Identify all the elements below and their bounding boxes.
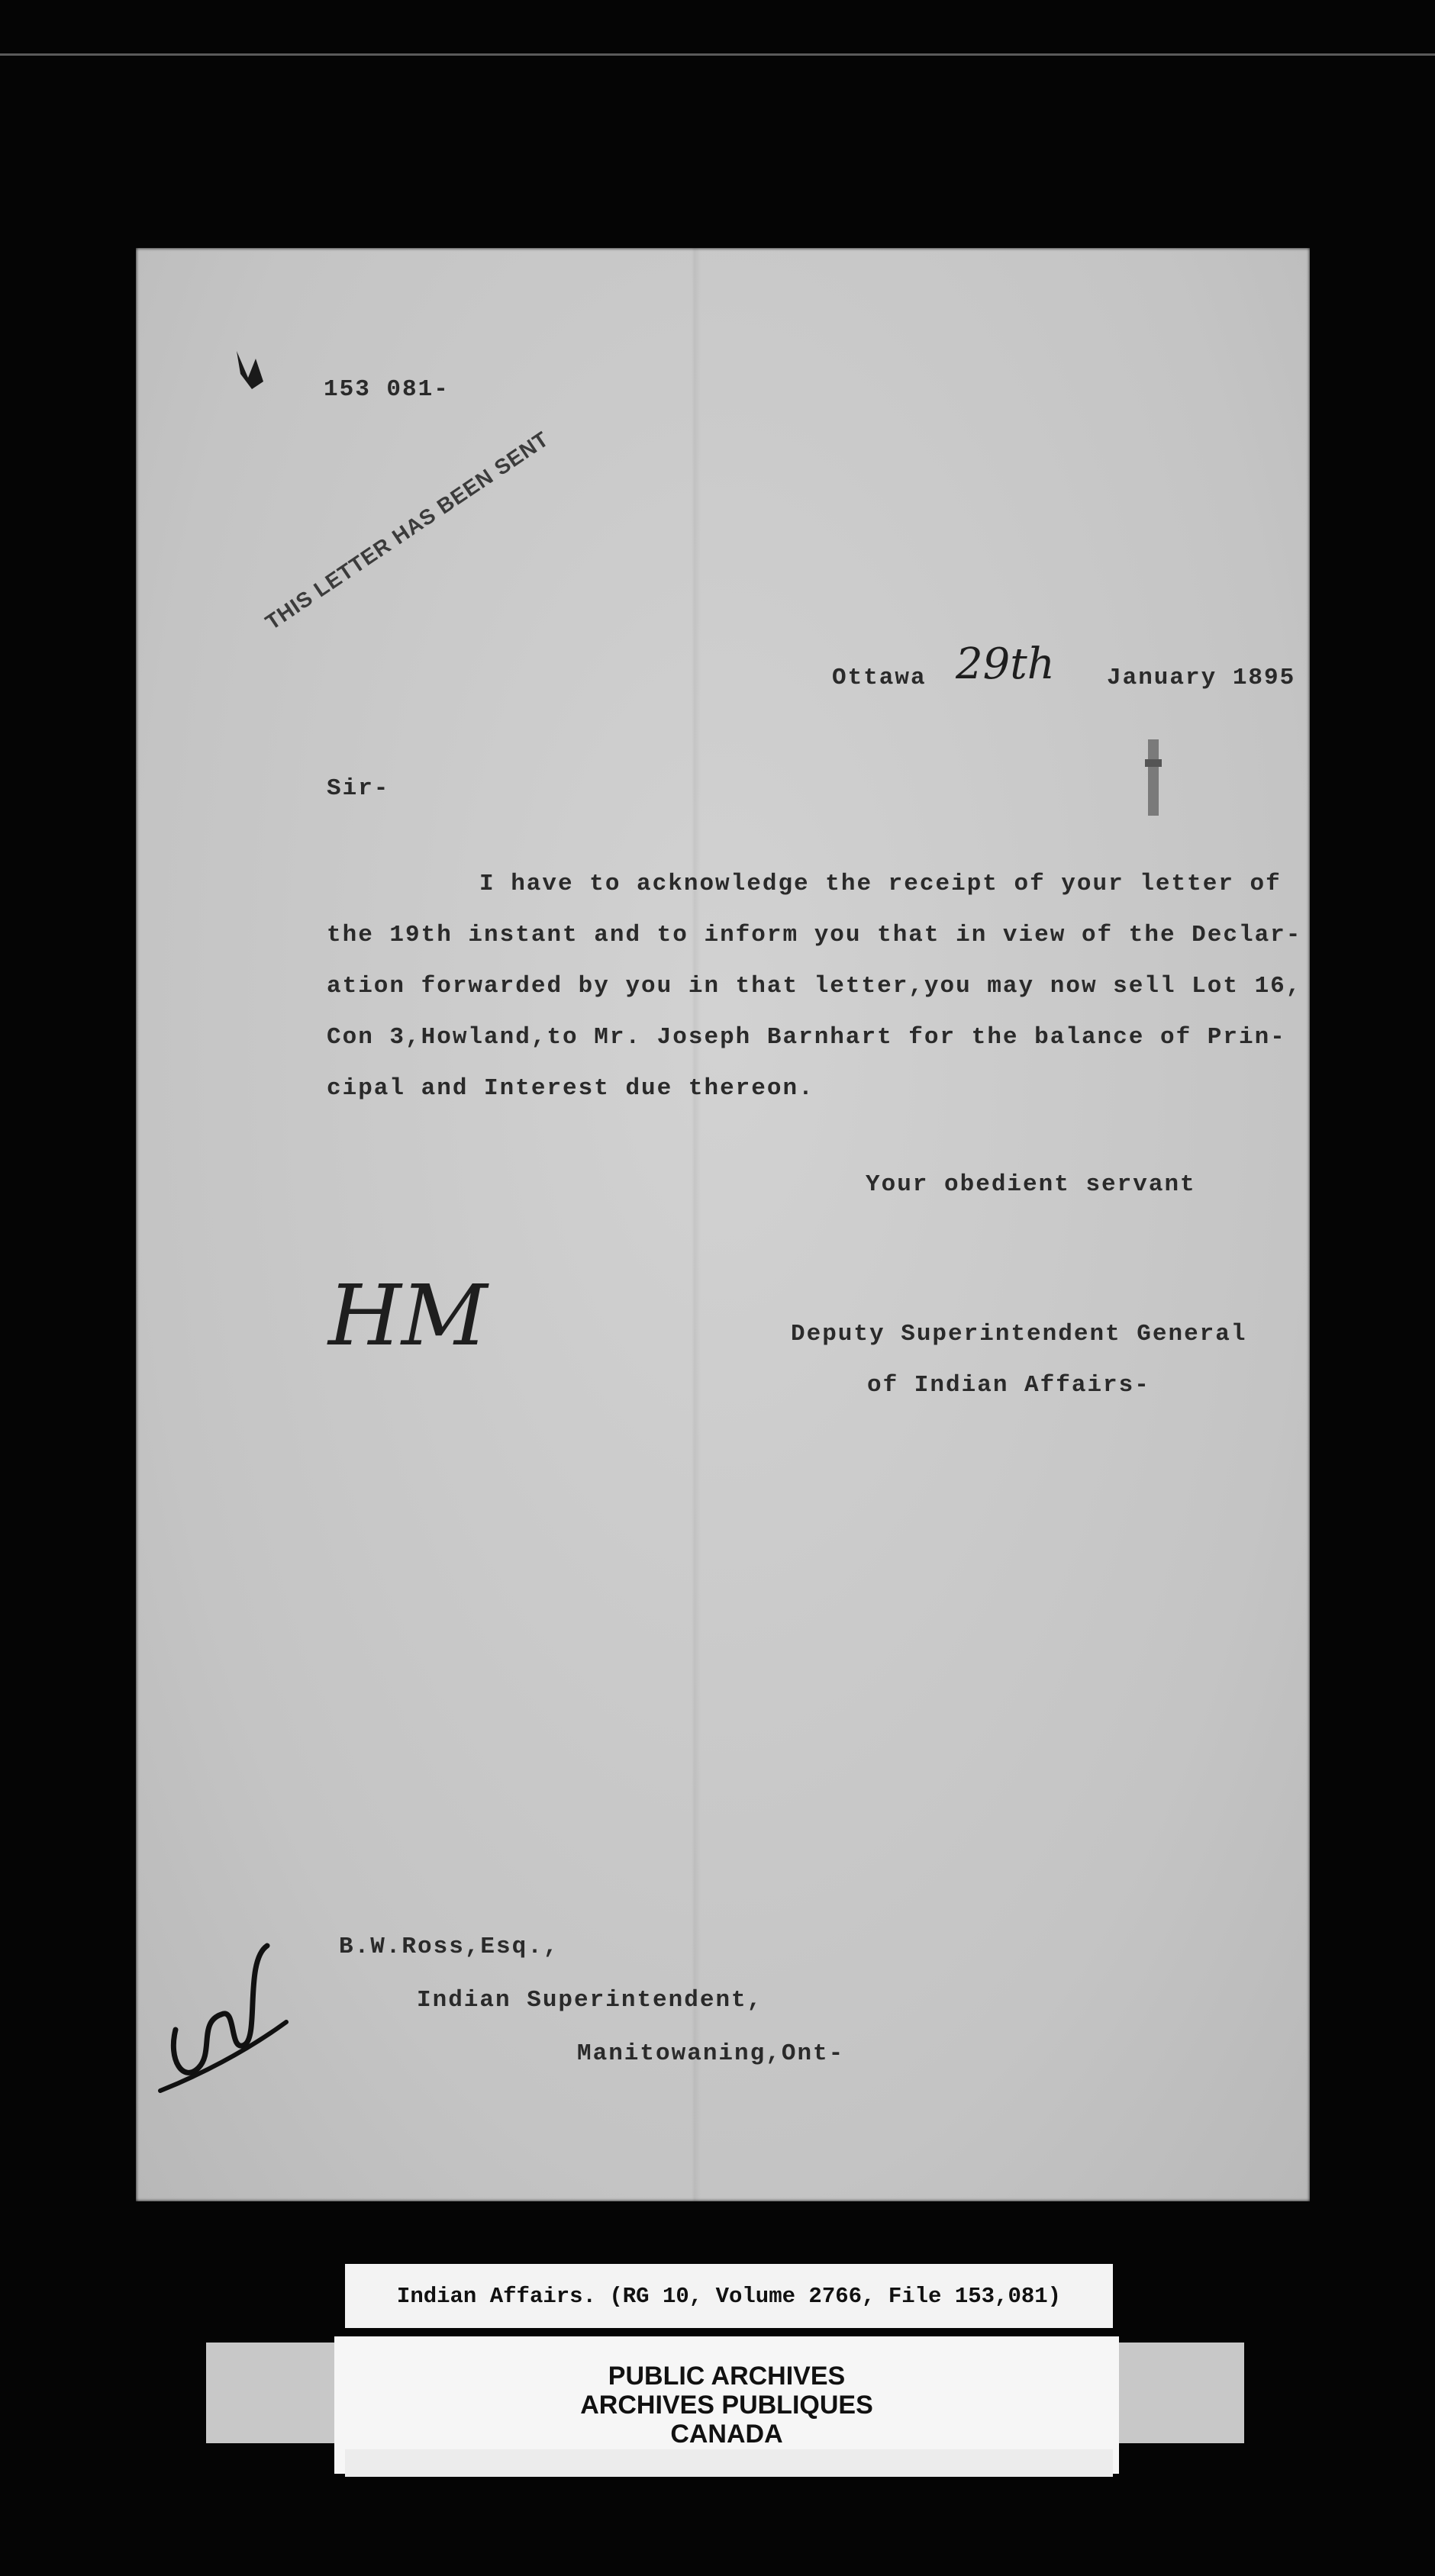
handwritten-day: 29th bbox=[956, 639, 1055, 689]
archive-reference-label: Indian Affairs. (RG 10, Volume 2766, File 153,081) bbox=[345, 2264, 1113, 2328]
body-line-4: Con 3,Howland,to Mr. Joseph Barnhart for the balance of Prin- bbox=[327, 1024, 1286, 1051]
signature-title-1: Deputy Superintendent General bbox=[791, 1321, 1247, 1348]
closing: Your obedient servant bbox=[866, 1171, 1196, 1198]
salutation: Sir- bbox=[327, 775, 390, 802]
sent-stamp: THIS LETTER HAS BEEN SENT bbox=[261, 427, 553, 635]
date-month-year: January 1895 bbox=[1107, 665, 1296, 691]
address-line-3: Manitowaning,Ont- bbox=[577, 2040, 845, 2067]
file-number: 153 081- bbox=[324, 376, 450, 403]
archive-bottom-strip bbox=[345, 2449, 1113, 2477]
body-line-1: I have to acknowledge the receipt of your letter of bbox=[479, 871, 1282, 897]
archive-line-2: ARCHIVES PUBLIQUES bbox=[580, 2391, 873, 2420]
body-line-2: the 19th instant and to inform you that in view of the Declar- bbox=[327, 922, 1302, 948]
film-edge-line bbox=[0, 53, 1435, 56]
place-name: Ottawa bbox=[832, 665, 927, 691]
archive-line-1: PUBLIC ARCHIVES bbox=[608, 2362, 846, 2391]
body-line-5: cipal and Interest due thereon. bbox=[327, 1075, 814, 1102]
address-line-1: B.W.Ross,Esq., bbox=[339, 1934, 559, 1960]
handwritten-initials: HM bbox=[328, 1267, 488, 1364]
signature-title-2: of Indian Affairs- bbox=[867, 1372, 1150, 1399]
letter-sheet bbox=[136, 248, 1310, 2201]
address-line-2: Indian Superintendent, bbox=[417, 1987, 763, 2014]
body-line-3: ation forwarded by you in that letter,you may now sell Lot 16, bbox=[327, 973, 1302, 1000]
ink-mark-icon bbox=[1139, 736, 1169, 820]
ink-blot-icon bbox=[221, 336, 282, 397]
handwritten-paraph-icon bbox=[153, 1930, 298, 2106]
archive-line-3: CANADA bbox=[670, 2420, 783, 2449]
